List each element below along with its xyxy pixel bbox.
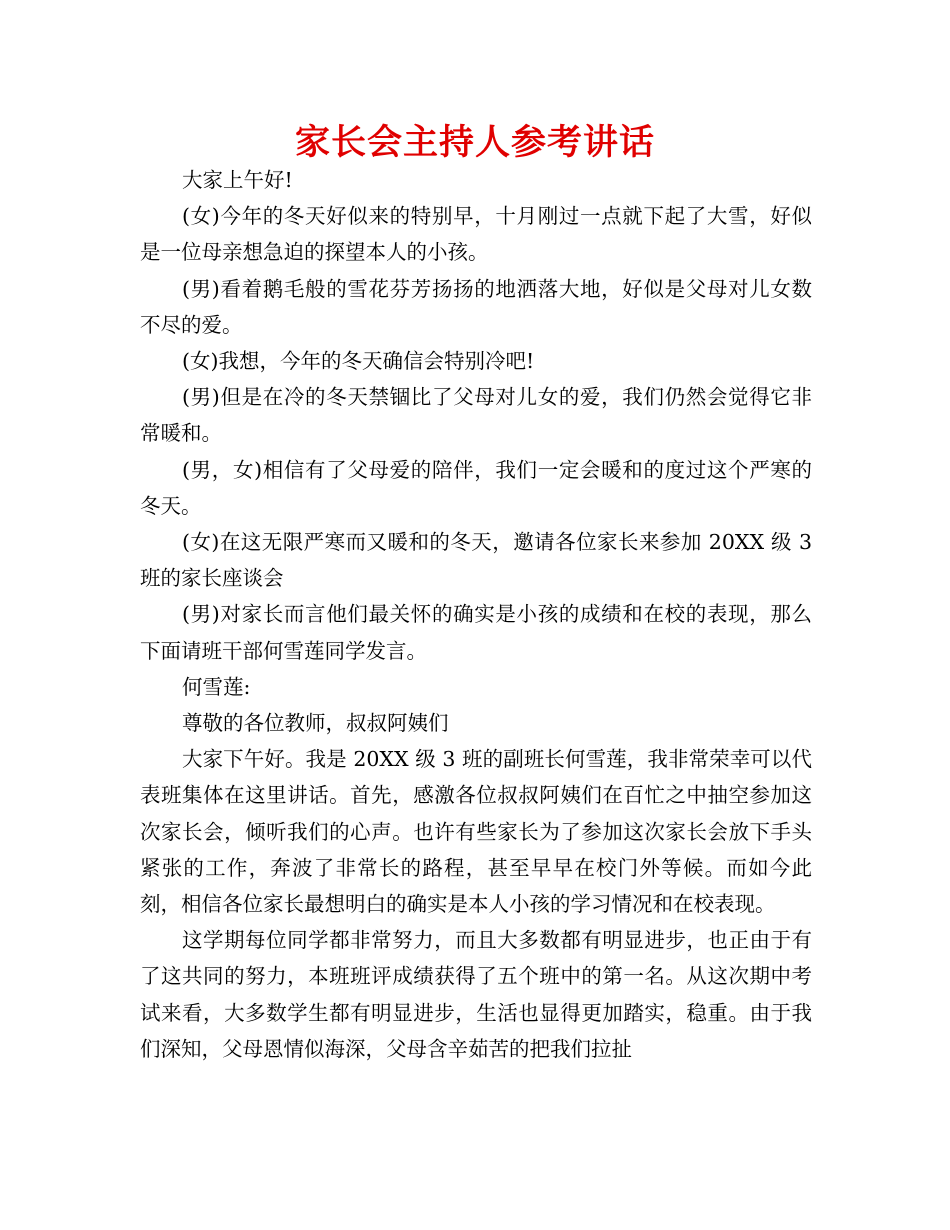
- paragraph: 大家下午好。我是 20XX 级 3 班的副班长何雪莲，我非常荣幸可以代表班集体在这里讲话。首先，感激各位叔叔阿姨们在百忙之中抽空参加这次家长会，倾听我们的心声。也许有些家长为了参加这次家长会放下手头紧张的工作，奔波了非常长的路程，甚至早早在校门外等候。而如今此刻，相信各位家长最想明白的确实是本人小孩的学习情况和在校表现。: [140, 747, 812, 917]
- paragraph: (男)对家长而言他们最关怀的确实是小孩的成绩和在校的表现，那么下面请班干部何雪莲同学发言。: [140, 602, 812, 663]
- paragraph: (女)在这无限严寒而又暖和的冬天，邀请各位家长来参加 20XX 级 3 班的家长座谈会: [140, 530, 812, 591]
- paragraph: (男，女)相信有了父母爱的陪伴，我们一定会暖和的度过这个严寒的冬天。: [140, 457, 812, 518]
- paragraph-greeting: 大家上午好!: [182, 168, 293, 192]
- document-title: 家长会主持人参考讲话: [294, 123, 655, 163]
- salutation: 尊敬的各位教师，叔叔阿姨们: [182, 711, 449, 736]
- paragraph: 这学期每位同学都非常努力，而且大多数都有明显进步，也正由于有了这共同的努力，本班班评成绩获得了五个班中的第一名。从这次期中考试来看，大多数学生都有明显进步，生活也显得更加踏实，稳重。由于我们深知，父母恩情似海深，父母含辛茹苦的把我们拉扯: [140, 928, 812, 1061]
- paragraph: (女)我想，今年的冬天确信会特别冷吧!: [182, 349, 535, 374]
- speaker-label: 何雪莲:: [182, 674, 251, 699]
- paragraph: (男)但是在冷的冬天禁锢比了父母对儿女的爱，我们仍然会觉得它非常暖和。: [140, 385, 812, 446]
- document-body: [140, 162, 812, 1067]
- paragraph: (女)今年的冬天好似来的特别早，十月刚过一点就下起了大雪，好似是一位母亲想急迫的探望本人的小孩。: [140, 204, 812, 265]
- paragraph: (男)看着鹅毛般的雪花芬芳扬扬的地洒落大地，好似是父母对儿女数不尽的爱。: [140, 276, 812, 337]
